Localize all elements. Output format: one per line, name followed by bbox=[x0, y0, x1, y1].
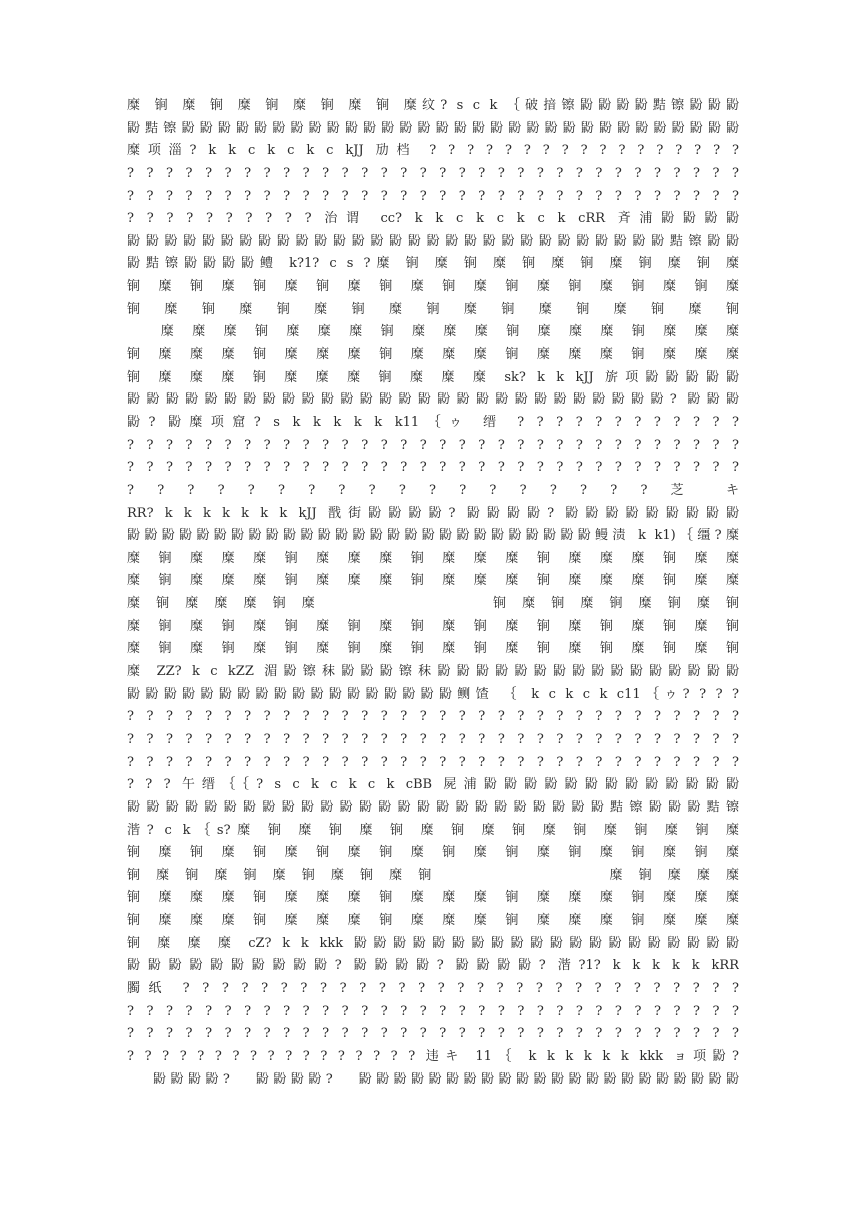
text-line: 锏 糜 锏 糜 锏 糜 锏 糜 锏 糜 锏 糜 锏 糜 锏 糜 锏 糜 锏 糜 bbox=[127, 845, 739, 861]
text-line: ? ? ? ? ? ? ? ? ? ? ? ? ? ? ? ? ? ? ? ? ? ? ? ? ? ? ? ? ? ? ? ? bbox=[127, 460, 739, 476]
text-line: 鼢鼢鼢鼢鼢鼢鼢鼢鼢鼢鼢鼢鼢鼢鼢鼢鼢鼢鼢鼢鼢鼢鼢鼢鼢鼢鼢鼢鼢黠镲鼢鼢 bbox=[127, 233, 739, 249]
text-line: 糜 锏 糜 锏 糜 锏 糜 锏 糜 锏 糜 锏 糜 锏 糜 锏 糜 锏 糜 锏 bbox=[127, 641, 739, 657]
text-line: ? ? ? ? ? ? ? ? ? ? 治谓 cc? k k c k c k c k cRR 斉浦鼢鼢鼢鼢 bbox=[127, 211, 739, 227]
text-line: 鼢鼢鼢鼢? 鼢鼢鼢鼢? 鼢鼢鼢鼢鼢鼢鼢鼢鼢鼢鼢鼢鼢鼢鼢鼢鼢鼢鼢鼢鼢鼢 bbox=[127, 1071, 739, 1087]
text-line: ? ? ? ? ? ? ? ? ? ? ? ? ? ? ? ? ? ? 芝 キ bbox=[127, 482, 739, 498]
text-line: ? ? ? ? ? ? ? ? ? ? ? ? ? ? ? ? ? ? ? ? ? ? ? ? ? ? ? ? ? ? ? ? bbox=[127, 165, 739, 181]
text-line: 锏 糜 锏 糜 锏 糜 锏 糜 锏 糜 锏 糜 锏 糜 锏 糜 锏 糜 锏 糜 bbox=[127, 279, 739, 295]
text-line: 糜项淄? k k c k c k c kJJ 劢档 ? ? ? ? ? ? ? ? ? ? ? ? ? ? ? ? ? bbox=[127, 143, 739, 159]
text-line: 鼢鼢鼢鼢鼢鼢鼢鼢鼢鼢鼢鼢鼢鼢鼢鼢鼢鼢鼢鼢鼢鼢鼢鼢鼢黠镲鼢鼢鼢黠镲 bbox=[127, 799, 739, 815]
text-line: ? ? ? ? ? ? ? ? ? ? ? ? ? ? ? ? ? ? ? ? ? ? ? ? ? ? ? ? ? ? ? ? bbox=[127, 709, 739, 725]
text-line: 糜 锏 糜 锏 糜 锏 糜 锏 糜 锏 糜纹? s c k ｛破揞镲鼢鼢鼢鼢黠镲鼢鼢鼢 bbox=[127, 98, 739, 113]
text-line: ? ? ? ? ? ? ? ? ? ? ? ? ? ? ? ? ? ? ? ? ? ? ? ? ? ? ? ? ? ? ? ? bbox=[127, 1026, 739, 1042]
text-line: RR? k k k k k k k kJJ 戬街鼢鼢鼢鼢? 鼢鼢鼢鼢? 鼢鼢鼢鼢鼢鼢鼢鼢鼢 bbox=[127, 505, 739, 521]
text-line: 鼢黠镲鼢鼢鼢鼢鳢 k?1? c s ?糜 锏 糜 锏 糜 锏 糜 锏 糜 锏 糜 锏 糜 bbox=[127, 256, 739, 272]
text-line: 糜 锏 糜 糜 糜 锏 糜 糜 糜 锏 糜 糜 糜 锏 糜 糜 糜 锏 糜 糜 bbox=[127, 573, 739, 589]
text-line: ? ? ? ? ? ? ? ? ? ? ? ? ? ? ? ? ? 违キ 11｛ k k k k k k kkk ョ项鼢? bbox=[127, 1048, 739, 1064]
text-line: 鼢鼢鼢鼢鼢鼢鼢鼢鼢鼢鼢鼢鼢鼢鼢鼢鼢鼢鼢鼢鼢鼢鼢鼢鼢鼢鼢鳗渍 k k1)｛缰?糜 bbox=[127, 528, 739, 544]
text-line: 锏 糜 锏 糜 锏 糜 锏 糜 锏 糜 锏 糜 锏 糜 锏 糜 锏 bbox=[127, 301, 739, 317]
text-line: ? ? ? 午缙｛｛? s c k c k c k cBB 屍浦鼢鼢鼢鼢鼢鼢鼢鼢鼢鼢鼢鼢鼢 bbox=[127, 777, 739, 793]
text-line: 糜 锏 糜 锏 糜 锏 糜 锏 糜 锏 糜 锏 糜 锏 糜 锏 糜 锏 糜 锏 bbox=[127, 618, 739, 634]
text-line: 锏 糜 糜 糜 锏 糜 糜 糜 锏 糜 糜 糜 锏 糜 糜 糜 锏 糜 糜 糜 bbox=[127, 347, 739, 363]
text-line: 锏 糜 锏 糜 锏 糜 锏 糜 锏 糜 锏 糜 锏 糜 糜 糜 bbox=[127, 867, 739, 883]
text-line: 鼢? 鼢糜项窟? s k k k k k k11｛ゥ 缙 ? ? ? ? ? ? ? ? ? ? ? ? bbox=[127, 414, 739, 430]
text-line: 锏 糜 糜 糜 cZ? k k kkk 鼢鼢鼢鼢鼢鼢鼢鼢鼢鼢鼢鼢鼢鼢鼢鼢鼢鼢鼢鼢 bbox=[127, 935, 739, 951]
text-line: 鼢黠镲鼢鼢鼢鼢鼢鼢鼢鼢鼢鼢鼢鼢鼢鼢鼢鼢鼢鼢鼢鼢鼢鼢鼢鼢鼢鼢鼢鼢鼢鼢鼢 bbox=[127, 120, 739, 136]
text-line: ? ? ? ? ? ? ? ? ? ? ? ? ? ? ? ? ? ? ? ? ? ? ? ? ? ? ? ? ? ? ? ? bbox=[127, 731, 739, 747]
text-line: 糜 糜 糜 锏 糜 糜 糜 锏 糜 糜 糜 锏 糜 糜 糜 锏 糜 糜 糜 bbox=[127, 324, 739, 340]
garbled-text-body bbox=[127, 95, 739, 1091]
text-line: ? ? ? ? ? ? ? ? ? ? ? ? ? ? ? ? ? ? ? ? ? ? ? ? ? ? ? ? ? ? ? ? bbox=[127, 754, 739, 770]
text-line: ? ? ? ? ? ? ? ? ? ? ? ? ? ? ? ? ? ? ? ? ? ? ? ? ? ? ? ? ? ? ? ? bbox=[127, 188, 739, 204]
text-line: 湝? c k｛s?糜 锏 糜 锏 糜 锏 糜 锏 糜 锏 糜 锏 糜 锏 糜 锏 糜 bbox=[127, 822, 739, 838]
text-line: ? ? ? ? ? ? ? ? ? ? ? ? ? ? ? ? ? ? ? ? ? ? ? ? ? ? ? ? ? ? ? ? bbox=[127, 437, 739, 453]
text-line: 臅纸 ? ? ? ? ? ? ? ? ? ? ? ? ? ? ? ? ? ? ? ? ? ? ? ? ? ? ? ? ? bbox=[127, 980, 739, 996]
text-line: 糜 ZZ? k c kZZ 湄鼢镲秣鼢鼢鼢镲秣鼢鼢鼢鼢鼢鼢鼢鼢鼢鼢鼢鼢鼢鼢鼢鼢 bbox=[127, 664, 739, 680]
text-line: 锏 糜 糜 糜 锏 糜 糜 糜 锏 糜 糜 糜 sk? k k kJJ 旂项鼢鼢鼢鼢鼢 bbox=[127, 369, 739, 385]
text-line: 锏 糜 糜 糜 锏 糜 糜 糜 锏 糜 糜 糜 锏 糜 糜 糜 锏 糜 糜 糜 bbox=[127, 890, 739, 906]
text-line: 糜 锏 糜 糜 糜 锏 糜 糜 糜 锏 糜 糜 糜 锏 糜 糜 糜 锏 糜 糜 bbox=[127, 550, 739, 566]
text-line: 锏 糜 糜 糜 锏 糜 糜 糜 锏 糜 糜 糜 锏 糜 糜 糜 锏 糜 糜 糜 bbox=[127, 913, 739, 929]
text-line: 鼢鼢鼢鼢鼢鼢鼢鼢鼢鼢鼢鼢鼢鼢鼢鼢鼢鼢鼢鼢鼢鼢鼢鼢鼢鼢鼢鼢? 鼢鼢鼢 bbox=[127, 392, 739, 408]
text-line: 糜 锏 糜 糜 糜 锏 糜 锏 糜 锏 糜 锏 糜 锏 糜 锏 bbox=[127, 596, 739, 612]
text-line: 鼢鼢鼢鼢鼢鼢鼢鼢鼢鼢鼢鼢鼢鼢鼢鼢鼢鼢鲗馇 ｛ k c k c k c11｛ゥ? ? ? ? bbox=[127, 686, 739, 702]
text-line: 鼢鼢鼢鼢鼢鼢鼢鼢鼢鼢? 鼢鼢鼢鼢? 鼢鼢鼢鼢? 湝?1? k k k k k kRR bbox=[127, 958, 739, 974]
text-line: ? ? ? ? ? ? ? ? ? ? ? ? ? ? ? ? ? ? ? ? ? ? ? ? ? ? ? ? ? ? ? ? bbox=[127, 1003, 739, 1019]
